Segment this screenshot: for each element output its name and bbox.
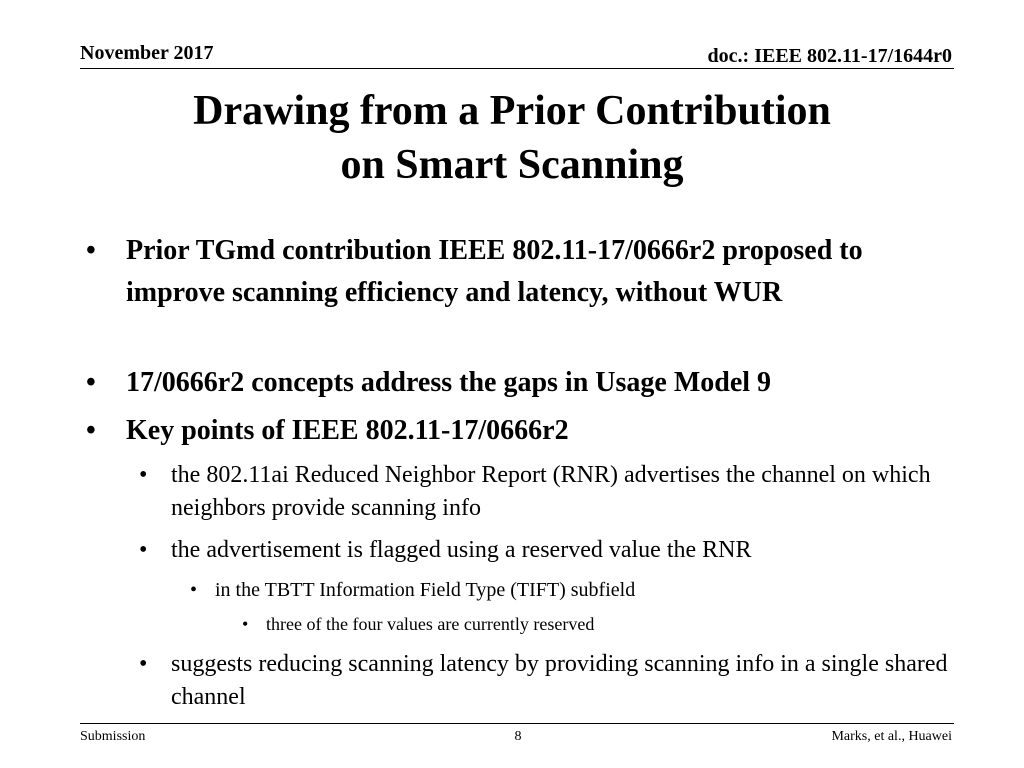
level-4-bullet-item-1 bbox=[242, 612, 916, 636]
slide-title-line-1: Drawing from a Prior Contribution bbox=[193, 88, 831, 134]
sub-bullet-item-1 bbox=[139, 459, 951, 525]
bullet-marker: • bbox=[139, 537, 148, 563]
footer-authors: Marks, et al., Huawei bbox=[831, 729, 952, 744]
bullet-text-3: Key points of IEEE 802.11-17/0666r2 bbox=[126, 415, 569, 446]
bullet-text-1: Prior TGmd contribution IEEE 802.11-17/0666r2 proposed to improve scanning efficiency and latency, without WUR bbox=[126, 235, 863, 308]
header-date: November 2017 bbox=[80, 42, 214, 64]
sub-sub-bullet-item-1 bbox=[190, 577, 915, 603]
sub-sub-bullet-text-1: in the TBTT Information Field Type (TIFT) subfield bbox=[215, 579, 636, 601]
bullet-marker: • bbox=[86, 367, 96, 398]
bullet-item-2 bbox=[86, 362, 926, 404]
sub-bullet-item-2 bbox=[139, 534, 951, 567]
slide-title bbox=[0, 84, 1024, 192]
bullet-text-2: 17/0666r2 concepts address the gaps in Usage Model 9 bbox=[126, 367, 772, 398]
level-4-bullet-text-1: three of the four values are currently reserved bbox=[266, 614, 595, 634]
bullet-marker: • bbox=[190, 579, 198, 601]
bullet-item-3 bbox=[86, 410, 926, 452]
footer-divider bbox=[80, 723, 954, 724]
bullet-item-1 bbox=[86, 230, 926, 314]
slide-title-line-2: on Smart Scanning bbox=[340, 142, 684, 188]
sub-bullet-text-1: the 802.11ai Reduced Neighbor Report (RNR) advertises the channel on which neighbors provide scanning info bbox=[171, 462, 931, 521]
sub-bullet-item-3 bbox=[139, 648, 951, 714]
bullet-marker: • bbox=[242, 614, 249, 634]
header-divider bbox=[80, 68, 954, 69]
bullet-marker: • bbox=[86, 415, 96, 446]
header-doc-id: doc.: IEEE 802.11-17/1644r0 bbox=[707, 45, 952, 67]
bullet-marker: • bbox=[139, 462, 148, 488]
sub-bullet-text-3: suggests reducing scanning latency by providing scanning info in a single shared channel bbox=[171, 651, 948, 710]
bullet-marker: • bbox=[86, 235, 96, 266]
footer-submission: Submission bbox=[80, 729, 146, 744]
bullet-marker: • bbox=[139, 651, 148, 677]
sub-bullet-text-2: the advertisement is flagged using a reserved value the RNR bbox=[171, 537, 752, 563]
page-number: 8 bbox=[514, 729, 522, 744]
